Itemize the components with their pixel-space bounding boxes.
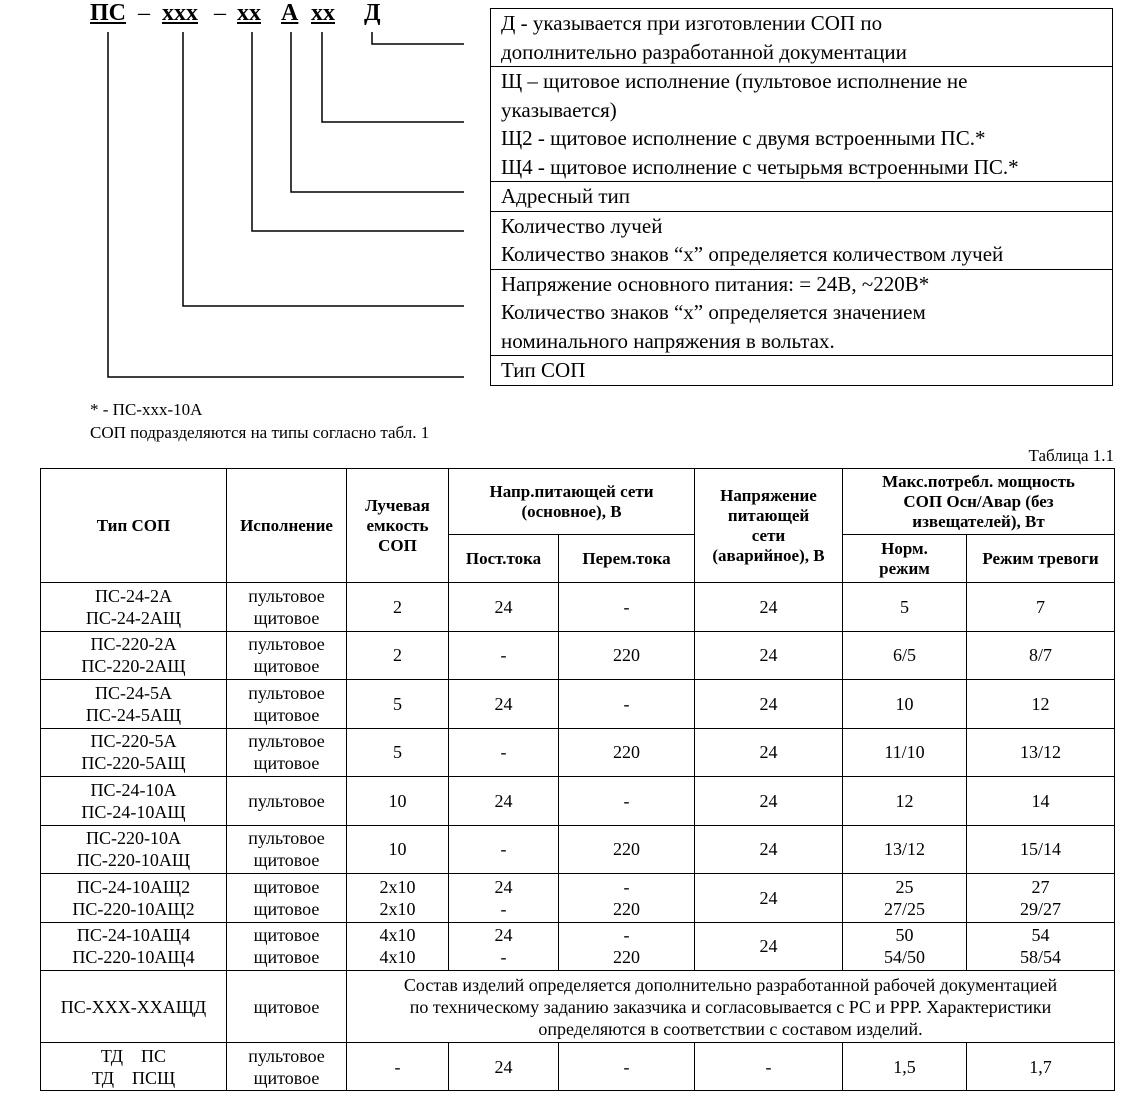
cell-type: ПС-24-10АЩ2 ПС-220-10АЩ2 <box>41 874 227 923</box>
cell-backup: 24 <box>695 728 843 777</box>
legend-row-address <box>491 182 1112 212</box>
table-row <box>41 777 1115 826</box>
code-dash: – <box>214 0 226 26</box>
cell-norm: 50 54/50 <box>843 922 967 971</box>
legend-row-doc <box>491 9 1112 67</box>
cell-beam: 5 <box>347 680 449 729</box>
cell-type: ПС-ХХХ-ХХАЩД <box>41 971 227 1043</box>
legend-text: Щ – щитовое исполнение (пультовое исполнение не <box>501 69 968 93</box>
legend-text: указывается) <box>501 97 617 122</box>
cell-type: ПС-220-10А ПС-220-10АЩ <box>41 825 227 874</box>
header-beam: Лучевая емкость СОП <box>347 469 449 583</box>
header-type: Тип СОП <box>41 469 227 583</box>
cell-beam: 2 <box>347 583 449 632</box>
cell-norm: 10 <box>843 680 967 729</box>
cell-exec: щитовое <box>227 971 347 1043</box>
header-mains: Напр.питающей сети (основное), В <box>449 469 695 535</box>
cell-alarm: 13/12 <box>967 728 1115 777</box>
cell-alarm: 7 <box>967 583 1115 632</box>
cell-beam: 10 <box>347 825 449 874</box>
cell-norm: 12 <box>843 777 967 826</box>
cell-type: ПС-24-5А ПС-24-5АЩ <box>41 680 227 729</box>
cell-ac: - <box>559 1043 695 1091</box>
cell-norm: 1,5 <box>843 1043 967 1091</box>
table-row <box>41 922 1115 971</box>
code-part-address: А <box>281 0 299 26</box>
code-part-beams: хх <box>237 0 261 26</box>
cell-exec: щитовое щитовое <box>227 922 347 971</box>
cell-beam: 2 <box>347 631 449 680</box>
code-dash: – <box>138 0 150 26</box>
cell-dc: 24 <box>449 583 559 632</box>
table-row <box>41 680 1115 729</box>
header-dc: Пост.тока <box>449 535 559 583</box>
cell-type: ТД ПС ТД ПСЩ <box>41 1043 227 1091</box>
legend-box <box>490 8 1113 386</box>
cell-dc: - <box>449 825 559 874</box>
cell-alarm: 27 29/27 <box>967 874 1115 923</box>
cell-exec: пультовое щитовое <box>227 583 347 632</box>
header-backup: Напряжение питающей сети (аварийное), В <box>695 469 843 583</box>
cell-alarm: 12 <box>967 680 1115 729</box>
cell-ac: - <box>559 583 695 632</box>
cell-ac: - <box>559 680 695 729</box>
code-part-exec: хх <box>311 0 335 26</box>
cell-ac: 220 <box>559 728 695 777</box>
cell-exec: щитовое щитовое <box>227 874 347 923</box>
cell-beam: 5 <box>347 728 449 777</box>
code-part-doc: Д <box>364 0 381 26</box>
cell-backup: - <box>695 1043 843 1091</box>
cell-alarm: 14 <box>967 777 1115 826</box>
legend-text: Д - указывается при изготовлении СОП по <box>501 11 883 35</box>
legend-row-voltage <box>491 270 1112 357</box>
legend-text: Количество знаков “х” определяется количеством лучей <box>501 242 1004 266</box>
cell-ac: 220 <box>559 825 695 874</box>
legend-text: Количество знаков “х” определяется значением <box>501 300 926 324</box>
cell-type: ПС-24-10А ПС-24-10АЩ <box>41 777 227 826</box>
table-row-last <box>41 1043 1115 1091</box>
cell-type: ПС-24-10АЩ4 ПС-220-10АЩ4 <box>41 922 227 971</box>
cell-ac: 220 <box>559 631 695 680</box>
legend-row-exec <box>491 67 1112 182</box>
header-norm: Норм. режим <box>843 535 967 583</box>
legend-text: Адресный тип <box>501 184 631 208</box>
cell-alarm: 54 58/54 <box>967 922 1115 971</box>
cell-dc: 24 <box>449 680 559 729</box>
header-ac: Перем.тока <box>559 535 695 583</box>
cell-norm: 5 <box>843 583 967 632</box>
legend-text: дополнительно разработанной документации <box>501 39 907 64</box>
cell-alarm: 8/7 <box>967 631 1115 680</box>
cell-ac: - <box>559 777 695 826</box>
cell-special-text: Состав изделий определяется дополнительно разработанной рабочей документацией по техническому заданию заказчика и согласовывается с РС и РРР. Характеристики определяются в соответствии с составом изделий. <box>347 971 1115 1043</box>
cell-backup: 24 <box>695 922 843 971</box>
legend-text: Щ4 - щитовое исполнение с четырьмя встроенными ПС.* <box>501 154 1019 179</box>
cell-alarm: 15/14 <box>967 825 1115 874</box>
legend-text: Тип СОП <box>501 358 586 382</box>
cell-backup: 24 <box>695 631 843 680</box>
cell-backup: 24 <box>695 777 843 826</box>
cell-dc: 24 - <box>449 874 559 923</box>
cell-norm: 6/5 <box>843 631 967 680</box>
code-part-voltage: ххх <box>162 0 198 26</box>
cell-exec: пультовое щитовое <box>227 825 347 874</box>
table-row-special <box>41 971 1115 1043</box>
cell-ac: - 220 <box>559 874 695 923</box>
cell-type: ПС-24-2А ПС-24-2АЩ <box>41 583 227 632</box>
cell-beam: 10 <box>347 777 449 826</box>
cell-beam: 2х10 2х10 <box>347 874 449 923</box>
cell-type: ПС-220-5А ПС-220-5АЩ <box>41 728 227 777</box>
footnote: * - ПС-ххх-10А <box>90 400 203 419</box>
cell-type: ПС-220-2А ПС-220-2АЩ <box>41 631 227 680</box>
cell-exec: пультовое щитовое <box>227 680 347 729</box>
header-alarm: Режим тревоги <box>967 535 1115 583</box>
cell-beam: 4х10 4х10 <box>347 922 449 971</box>
cell-exec: пультовое щитовое <box>227 631 347 680</box>
cell-backup: 24 <box>695 583 843 632</box>
sop-types-table <box>40 468 1115 1091</box>
legend-text: Количество лучей <box>501 213 663 238</box>
cell-exec: пультовое <box>227 777 347 826</box>
cell-backup: 24 <box>695 825 843 874</box>
intro-text: СОП подразделяются на типы согласно табл. 1 <box>90 423 430 442</box>
cell-dc: - <box>449 728 559 777</box>
cell-alarm: 1,7 <box>967 1043 1115 1091</box>
table-row <box>41 825 1115 874</box>
header-power: Макс.потребл. мощность СОП Осн/Авар (без извещателей), Вт <box>843 469 1115 535</box>
cell-norm: 11/10 <box>843 728 967 777</box>
code-part-ps: ПС <box>90 0 126 26</box>
header-exec: Исполнение <box>227 469 347 583</box>
legend-text: Щ2 - щитовое исполнение с двумя встроенными ПС.* <box>501 126 986 150</box>
cell-beam: - <box>347 1043 449 1091</box>
cell-backup: 24 <box>695 874 843 923</box>
cell-backup: 24 <box>695 680 843 729</box>
cell-dc: 24 - <box>449 922 559 971</box>
table-row <box>41 874 1115 923</box>
table-row <box>41 583 1115 632</box>
legend-text: номинального напряжения в вольтах. <box>501 328 835 353</box>
cell-dc: 24 <box>449 1043 559 1091</box>
cell-norm: 25 27/25 <box>843 874 967 923</box>
legend-text: Напряжение основного питания: = 24В, ~220В* <box>501 271 930 296</box>
cell-exec: пультовое щитовое <box>227 728 347 777</box>
table-row <box>41 631 1115 680</box>
cell-dc: - <box>449 631 559 680</box>
legend-row-type <box>491 356 1112 385</box>
cell-exec: пультовое щитовое <box>227 1043 347 1091</box>
cell-ac: - 220 <box>559 922 695 971</box>
cell-norm: 13/12 <box>843 825 967 874</box>
table-row <box>41 728 1115 777</box>
legend-row-beams <box>491 212 1112 270</box>
cell-dc: 24 <box>449 777 559 826</box>
table-caption: Таблица 1.1 <box>1028 446 1114 465</box>
